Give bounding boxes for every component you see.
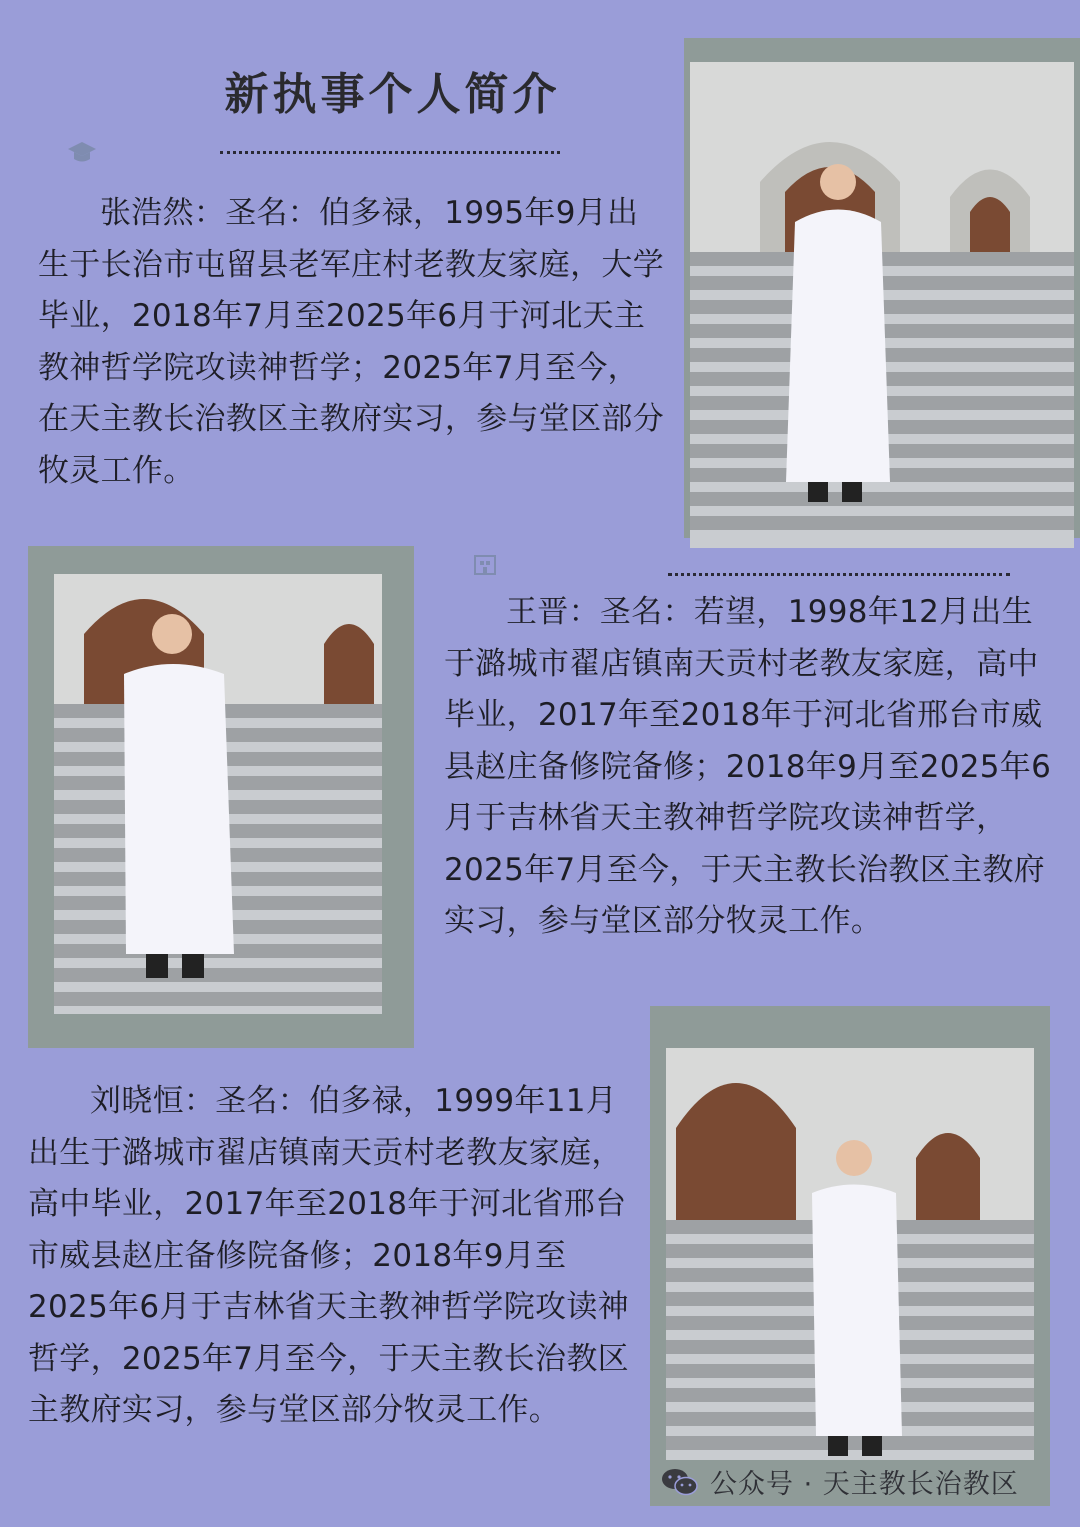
footer-label: 公众号 · 天主教长治教区 (710, 1469, 1019, 1500)
photo-frame-2 (28, 546, 414, 1048)
graduation-cap-icon (67, 140, 97, 170)
photo-frame-3 (650, 1006, 1050, 1506)
bio-wang-jin: 王晋：圣名：若望，1998年12月出生于潞城市翟店镇南天贡村老教友家庭，高中毕业，2017年至2018年于河北省邢台市威县赵庄备修院备修；2018年9月至2025年6月于吉林省天主教神哲学院攻读神哲学，2025年7月至今，于天主教长治教区主教府实习，参与堂区部分牧灵工作。 (444, 594, 1052, 939)
footer-watermark (660, 1462, 1060, 1502)
building-icon (472, 552, 498, 580)
bio-zhang-haoran: 张浩然：圣名：伯多禄，1995年9月出生于长治市屯留县老军庄村老教友家庭，大学毕业，2018年7月至2025年6月于河北天主教神哲学院攻读神哲学；2025年7月至今，在天主教长治教区主教府实习，参与堂区部分牧灵工作。 (38, 195, 664, 489)
photo-zhang-haoran (690, 62, 1074, 548)
photo-liu-xiaoheng (666, 1048, 1034, 1460)
title-divider (220, 151, 560, 154)
photo-wang-jin (54, 574, 382, 1014)
section-divider (668, 573, 1010, 576)
bio-liu-xiaoheng: 刘晓恒：圣名：伯多禄，1999年11月出生于潞城市翟店镇南天贡村老教友家庭，高中毕业，2017年至2018年于河北省邢台市威县赵庄备修院备修；2018年9月至2025年6月于吉林省天主教神哲学院攻读神哲学，2025年7月至今，于天主教长治教区主教府实习，参与堂区部分牧灵工作。 (28, 1083, 629, 1428)
wechat-icon (660, 1466, 700, 1498)
page-title: 新执事个人简介 (224, 69, 561, 120)
photo-frame-1 (684, 38, 1080, 538)
